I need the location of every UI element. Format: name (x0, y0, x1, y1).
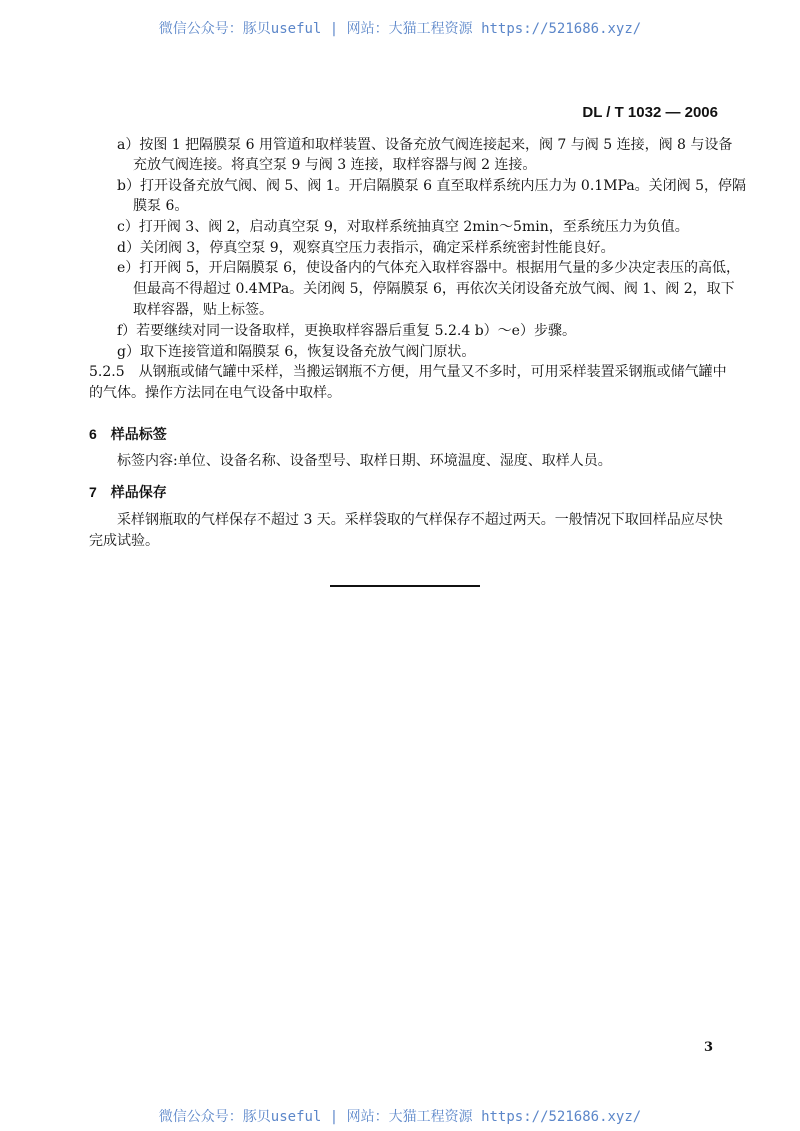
step-b-line2: 膜泵 6。 (133, 198, 189, 214)
watermark-top: 微信公众号：豚贝useful | 网站：大猫工程资源 https://521686.xyz/ (158, 21, 642, 37)
section-6-heading: 6 样品标签 (89, 426, 167, 442)
page-number: 3 (704, 1040, 714, 1055)
step-a-line2: 充放气阀连接。将真空泵 9 与阀 3 连接，取样容器与阀 2 连接。 (133, 157, 537, 173)
section-7-line2: 完成试验。 (89, 533, 159, 549)
section-7-heading: 7 样品保存 (89, 484, 167, 500)
standard-code: DL / T 1032 — 2006 (582, 104, 718, 121)
section-6-body: 标签内容:单位、设备名称、设备型号、取样日期、环境温度、湿度、取样人员。 (117, 453, 612, 469)
step-g: g）取下连接管道和隔膜泵 6，恢复设备充放气阀门原状。 (117, 344, 476, 360)
clause-5-2-5-line2: 的气体。操作方法同在电气设备中取样。 (89, 385, 341, 401)
step-d: d）关闭阀 3，停真空泵 9，观察真空压力表指示，确定采样系统密封性能良好。 (117, 240, 615, 256)
step-e-line2: 但最高不得超过 0.4MPa。关闭阀 5，停隔膜泵 6，再依次关闭设备充放气阀、阀 1、阀 2，取下 (133, 281, 735, 297)
watermark-bottom: 微信公众号：豚贝useful | 网站：大猫工程资源 https://521686.xyz/ (158, 1109, 642, 1125)
clause-5-2-5-line1: 5.2.5 从钢瓶或储气罐中采样，当搬运钢瓶不方便，用气量又不多时，可用采样装置采钢瓶或储气罐中 (89, 364, 727, 380)
step-c: c）打开阀 3、阀 2，启动真空泵 9，对取样系统抽真空 2min～5min，至系统压力为负值。 (117, 219, 689, 235)
section-7-line1: 采样钢瓶取的气样保存不超过 3 天。采样袋取的气样保存不超过两天。一般情况下取回样品应尽快 (117, 512, 723, 528)
step-f: f）若要继续对同一设备取样，更换取样容器后重复 5.2.4 b）～e）步骤。 (117, 323, 576, 339)
step-b-line1: b）打开设备充放气阀、阀 5、阀 1。开启隔膜泵 6 直至取样系统内压力为 0.1MPa。关闭阀 5，停隔 (117, 178, 747, 194)
step-e-line3: 取样容器，贴上标签。 (133, 302, 273, 318)
step-e-line1: e）打开阀 5，开启隔膜泵 6，使设备内的气体充入取样容器中。根据用气量的多少决定表压的高低， (117, 260, 740, 276)
step-a-line1: a）按图 1 把隔膜泵 6 用管道和取样装置、设备充放气阀连接起来，阀 7 与阀 5 连接，阀 8 与设备 (117, 137, 733, 153)
end-rule (330, 585, 480, 587)
